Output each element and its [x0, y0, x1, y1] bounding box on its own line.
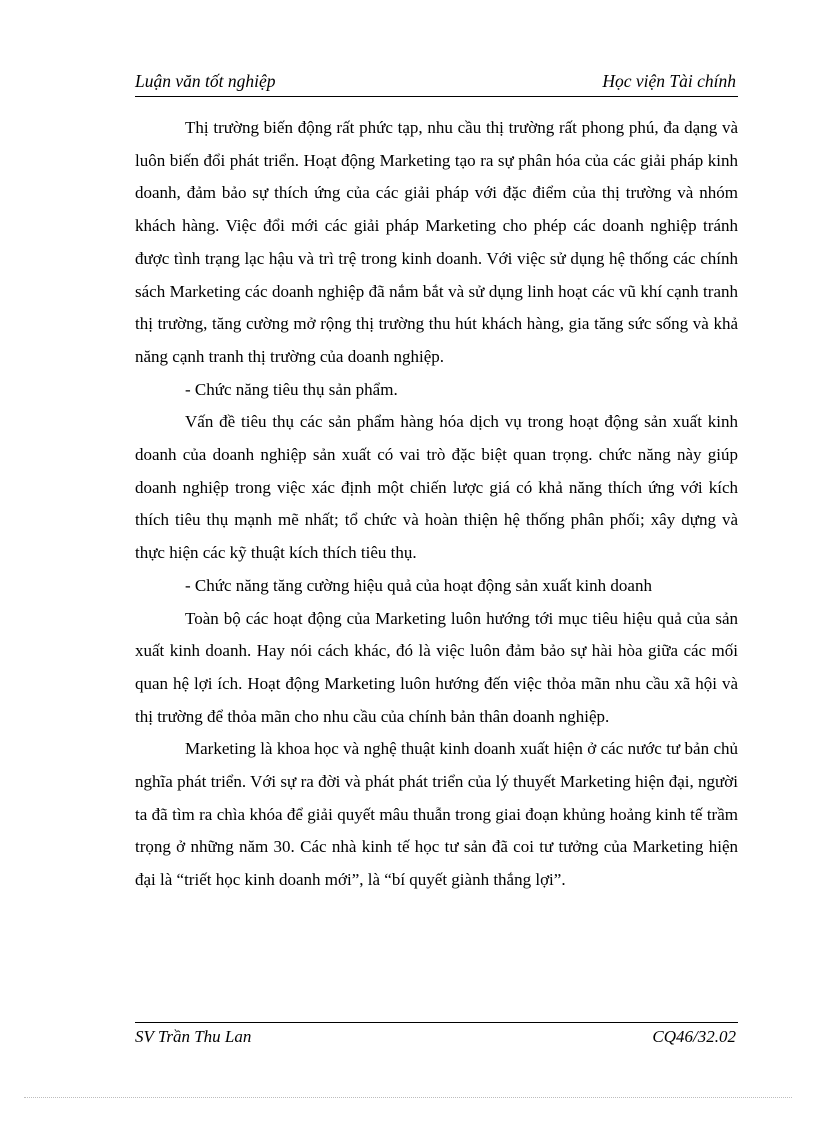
header-thesis-label: Luận văn tốt nghiệp — [135, 71, 276, 91]
paragraph-efficiency: Toàn bộ các hoạt động của Marketing luôn hướng tới mục tiêu hiệu quả của sản xuất kinh doanh. Hay nói cách khác, đó là việc luôn đảm bảo sự hài hòa giữa các mối quan hệ lợi ích. Hoạt động Marketing luôn hướng đến việc thỏa mãn nhu cầu xã hội và thị trường để thỏa mãn cho nhu cầu của chính bản thân doanh nghiệp. — [135, 608, 738, 726]
heading-efficiency-function: - Chức năng tăng cường hiệu quả của hoạt động sản xuất kinh doanh — [185, 575, 652, 595]
body-text — [135, 112, 738, 897]
heading-consumption-function: - Chức năng tiêu thụ sản phẩm. — [185, 379, 398, 399]
paragraph-market-dynamics: Thị trường biến động rất phức tạp, nhu cầu thị trường rất phong phú, đa dạng và luôn biến đổi phát triển. Hoạt động Marketing tạo ra sự phân hóa của các giải pháp kinh doanh, đảm bảo sự thích ứng của các giải pháp với đặc điểm của thị trường và nhóm khách hàng. Việc đổi mới các giải pháp Marketing cho phép các doanh nghiệp tránh được tình trạng lạc hậu và trì trệ trong kinh doanh. Với việc sử dụng hệ thống các chính sách Marketing các doanh nghiệp đã nắm bắt và sử dụng linh hoạt các vũ khí cạnh tranh thị trường, tăng cường mở rộng thị trường thu hút khách hàng, gia tăng sức sống và khả năng cạnh tranh thị trường của doanh nghiệp. — [135, 118, 738, 366]
paragraph-consumption: Vấn đề tiêu thụ các sản phẩm hàng hóa dịch vụ trong hoạt động sản xuất kinh doanh của doanh nghiệp sản xuất có vai trò đặc biệt quan trọng. chức năng này giúp doanh nghiệp trong việc xác định một chiến lược giá có khả năng thích ứng với kích thích tiêu thụ mạnh mẽ nhất; tổ chức và hoàn thiện hệ thống phân phối; xây dựng và thực hiện các kỹ thuật kích thích tiêu thụ. — [135, 412, 738, 563]
page-bottom-divider — [24, 1097, 792, 1098]
footer-class-code: CQ46/32.02 — [652, 1027, 736, 1046]
paragraph-marketing-history: Marketing là khoa học và nghệ thuật kinh doanh xuất hiện ở các nước tư bản chủ nghĩa phát triển. Với sự ra đời và phát phát triển của lý thuyết Marketing hiện đại, người ta đã tìm ra chìa khóa để giải quyết mâu thuẫn trong giai đoạn khủng hoảng kinh tế trầm trọng ở những năm 30. Các nhà kinh tế học tư sản đã coi tư tưởng của Marketing hiện đại là “triết học kinh doanh mới”, là “bí quyết giành thắng lợi”. — [135, 739, 738, 890]
page-header — [135, 70, 738, 97]
page-footer — [135, 1022, 738, 1051]
header-institution-label: Học viện Tài chính — [602, 71, 736, 91]
footer-student-name: SV Trần Thu Lan — [135, 1027, 252, 1046]
